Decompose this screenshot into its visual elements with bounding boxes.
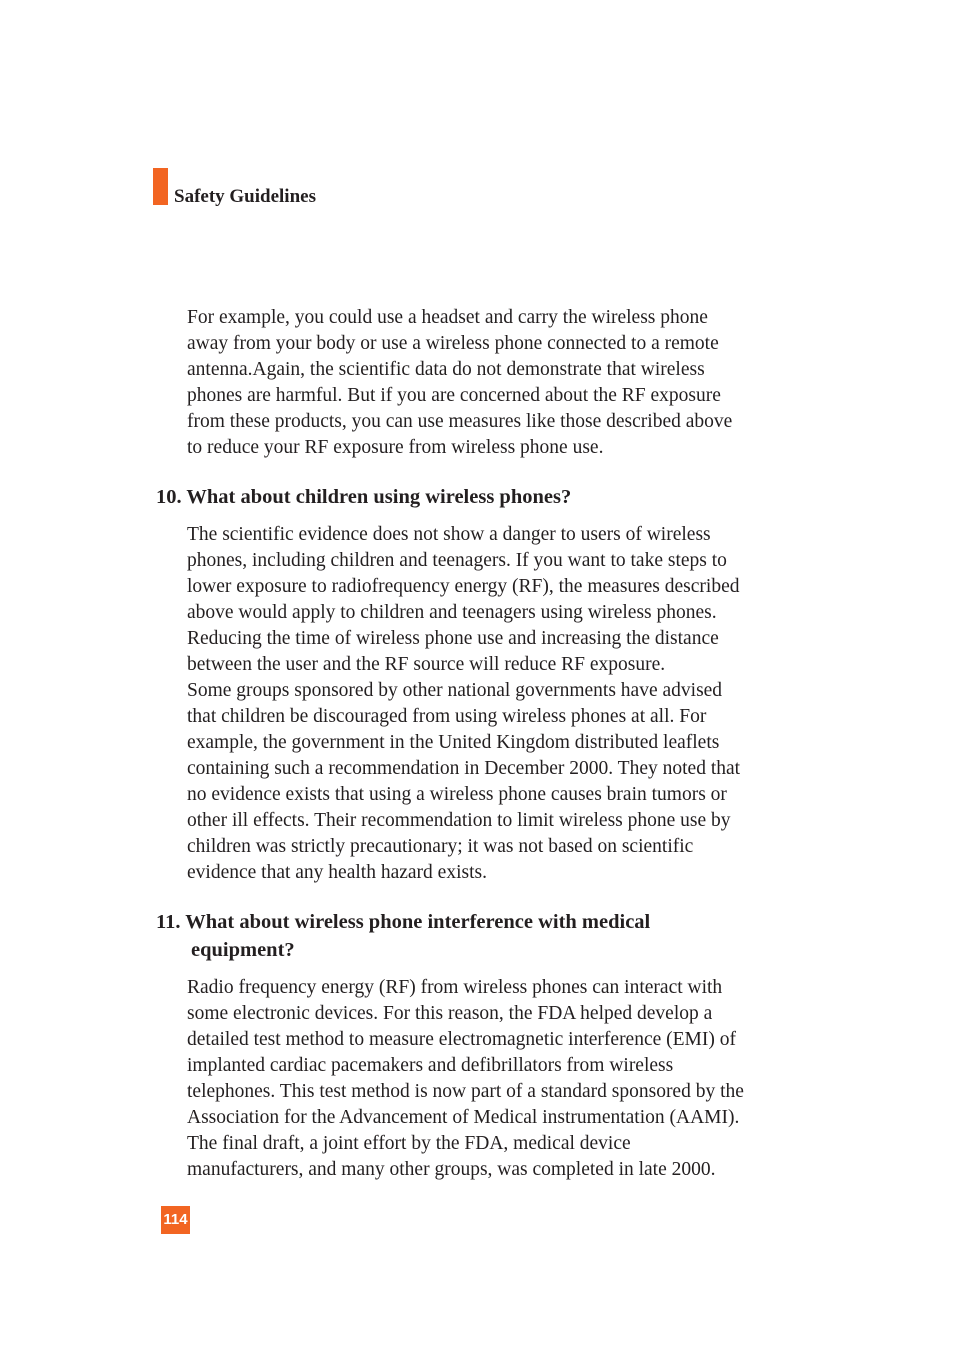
section-title: Safety Guidelines xyxy=(174,186,316,207)
text-line: phones, including children and teenagers. If you want to take steps to xyxy=(187,550,727,571)
section-11-heading xyxy=(156,908,650,964)
text-line: antenna.Again, the scientific data do not demonstrate that wireless xyxy=(187,359,705,380)
text-line: to reduce your RF exposure from wireless phone use. xyxy=(187,437,604,458)
text-line: above would apply to children and teenagers using wireless phones. xyxy=(187,602,717,623)
page-number: 114 xyxy=(161,1206,190,1234)
text-line: between the user and the RF source will reduce RF exposure. xyxy=(187,654,666,675)
text-line: from these products, you can use measures like those described above xyxy=(187,411,733,432)
section-11-paragraph xyxy=(187,975,744,1183)
text-line: lower exposure to radiofrequency energy (RF), the measures described xyxy=(187,576,740,597)
text-line: children was strictly precautionary; it was not based on scientific xyxy=(187,836,694,857)
section-10-heading xyxy=(156,483,571,511)
text-line: example, the government in the United Kingdom distributed leaflets xyxy=(187,732,720,753)
text-line: The scientific evidence does not show a danger to users of wireless xyxy=(187,524,711,545)
text-line: phones are harmful. But if you are concerned about the RF exposure xyxy=(187,385,721,406)
text-line: implanted cardiac pacemakers and defibrillators from wireless xyxy=(187,1055,674,1076)
heading-text: 11. What about wireless phone interference with medical xyxy=(156,911,651,933)
text-line: Reducing the time of wireless phone use and increasing the distance xyxy=(187,628,719,649)
heading-text: 10. What about children using wireless phones? xyxy=(156,486,572,508)
text-line: Some groups sponsored by other national governments have advised xyxy=(187,680,723,701)
text-line: other ill effects. Their recommendation to limit wireless phone use by xyxy=(187,810,731,831)
text-line: Association for the Advancement of Medical instrumentation (AAMI). xyxy=(187,1107,740,1128)
text-line: away from your body or use a wireless phone connected to a remote xyxy=(187,333,719,354)
text-line: some electronic devices. For this reason, the FDA helped develop a xyxy=(187,1003,713,1024)
section-marker-bar xyxy=(153,168,168,205)
text-line: no evidence exists that using a wireless phone causes brain tumors or xyxy=(187,784,727,805)
text-line: manufacturers, and many other groups, was completed in late 2000. xyxy=(187,1159,716,1180)
text-line: evidence that any health hazard exists. xyxy=(187,862,487,883)
section-10-paragraph xyxy=(187,522,740,886)
text-line: telephones. This test method is now part of a standard sponsored by the xyxy=(187,1081,744,1102)
text-line: containing such a recommendation in December 2000. They noted that xyxy=(187,758,741,779)
text-line: that children be discouraged from using wireless phones at all. For xyxy=(187,706,707,727)
text-line: For example, you could use a headset and carry the wireless phone xyxy=(187,307,708,328)
intro-paragraph xyxy=(187,305,732,461)
text-line: detailed test method to measure electromagnetic interference (EMI) of xyxy=(187,1029,736,1050)
heading-text-continued: equipment? xyxy=(191,939,295,961)
text-line: The final draft, a joint effort by the FDA, medical device xyxy=(187,1133,631,1154)
text-line: Radio frequency energy (RF) from wireless phones can interact with xyxy=(187,977,723,998)
